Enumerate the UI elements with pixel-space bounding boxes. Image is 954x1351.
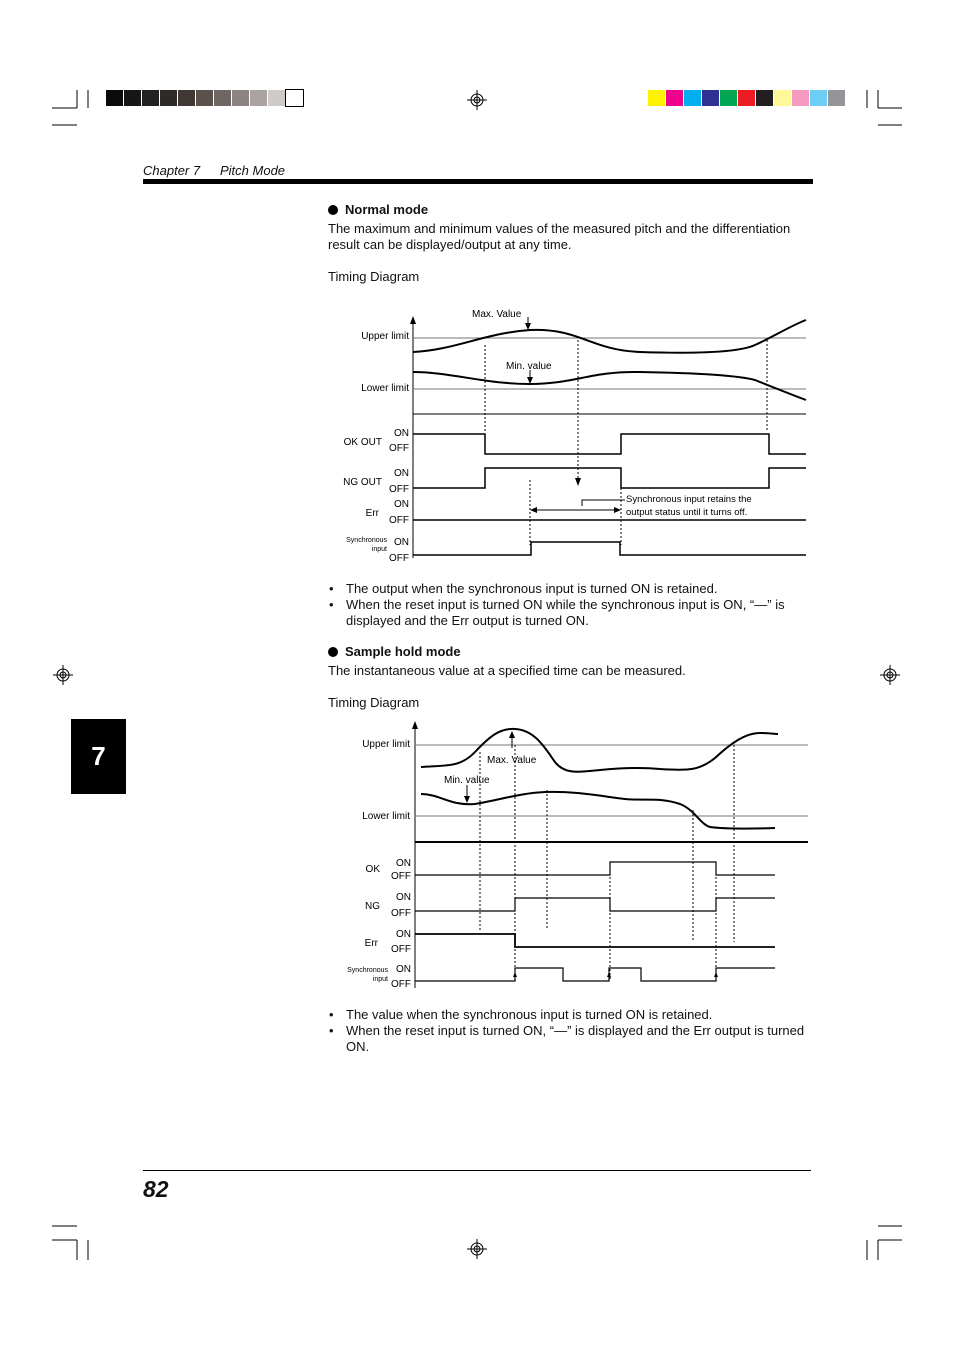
- color-swatch: [648, 90, 665, 106]
- gray-swatch: [214, 90, 231, 106]
- color-swatch: [792, 90, 809, 106]
- gray-swatch: [160, 90, 177, 106]
- sync-input-label: input: [371, 546, 387, 553]
- gray-swatch: [250, 90, 267, 106]
- ok-out-label: OK OUT: [343, 437, 382, 448]
- off-label: OFF: [391, 944, 411, 955]
- sync-input-label: Synchronous: [347, 967, 388, 974]
- lower-limit-label: Lower limit: [361, 383, 409, 394]
- sync-input-label: input: [372, 976, 388, 983]
- color-swatch: [756, 90, 773, 106]
- sample-hold-timing-diagram: [330, 718, 820, 996]
- retention-note-line2: output status until it turns off.: [626, 507, 748, 518]
- list-item: • When the reset input is turned ON, “—” is displayed and the Err output is turned ON.: [328, 1023, 818, 1055]
- sync-input-label: Synchronous: [346, 537, 387, 544]
- list-item: • The output when the synchronous input is turned ON is retained.: [328, 581, 818, 597]
- gray-swatch: [178, 90, 195, 106]
- on-label: ON: [394, 468, 409, 479]
- retention-note-line1: Synchronous input retains the: [626, 494, 752, 505]
- bullet-icon: [328, 647, 338, 657]
- color-swatch: [828, 90, 845, 106]
- on-label: ON: [396, 929, 411, 940]
- color-swatch: [684, 90, 701, 106]
- header-rule: [143, 179, 813, 184]
- ng-out-label: NG OUT: [343, 477, 382, 488]
- sample-hold-description: The instantaneous value at a specified time can be measured.: [328, 663, 686, 678]
- normal-mode-heading: Normal mode: [328, 202, 428, 217]
- gray-swatch: [232, 90, 249, 106]
- upper-limit-label: Upper limit: [362, 739, 410, 750]
- off-label: OFF: [389, 484, 409, 495]
- color-swatch: [810, 90, 827, 106]
- lower-limit-label: Lower limit: [362, 811, 410, 822]
- normal-mode-notes: [328, 581, 818, 629]
- gray-swatch: [142, 90, 159, 106]
- on-label: ON: [396, 858, 411, 869]
- gray-swatch: [286, 90, 303, 106]
- header-title: Pitch Mode: [220, 163, 286, 178]
- off-label: OFF: [389, 443, 409, 454]
- sample-timing-title: Timing Diagram: [328, 695, 420, 710]
- max-value-label: Max. Value: [472, 309, 522, 320]
- normal-mode-description: The maximum and minimum values of the measured pitch and the differentiation result can be displayed/output at any time.: [328, 221, 791, 252]
- ok-label: OK: [365, 864, 380, 875]
- on-label: ON: [394, 537, 409, 548]
- footer-rule: [143, 1170, 811, 1171]
- min-value-label: Min. value: [506, 361, 552, 372]
- on-label: ON: [394, 499, 409, 510]
- chapter-tab: 7: [71, 719, 126, 794]
- color-swatch: [774, 90, 791, 106]
- color-swatch: [702, 90, 719, 106]
- header-chapter: Chapter 7: [143, 163, 201, 178]
- off-label: OFF: [391, 908, 411, 919]
- list-item: • When the reset input is turned ON while the synchronous input is ON, “—” is displayed and the Err output is turned ON.: [328, 597, 818, 629]
- upper-limit-label: Upper limit: [361, 331, 409, 342]
- gray-swatch: [106, 90, 123, 106]
- list-item: • The value when the synchronous input is turned ON is retained.: [328, 1007, 818, 1023]
- off-label: OFF: [391, 979, 411, 990]
- gray-swatch: [124, 90, 141, 106]
- normal-mode-timing-diagram: [330, 300, 820, 570]
- off-label: OFF: [389, 515, 409, 526]
- sample-hold-notes: [328, 1007, 818, 1055]
- page-number: 82: [143, 1176, 169, 1202]
- normal-timing-title: Timing Diagram: [328, 269, 420, 284]
- ng-label: NG: [365, 901, 380, 912]
- gray-swatch: [196, 90, 213, 106]
- on-label: ON: [394, 428, 409, 439]
- gray-swatch: [268, 90, 285, 106]
- bullet-icon: [328, 205, 338, 215]
- on-label: ON: [396, 892, 411, 903]
- color-swatch: [666, 90, 683, 106]
- min-value-label: Min. value: [444, 775, 490, 786]
- sample-hold-heading: Sample hold mode: [328, 644, 461, 659]
- on-label: ON: [396, 964, 411, 975]
- err-label: Err: [365, 508, 379, 519]
- err-label: Err: [364, 938, 378, 949]
- max-value-label: Max. Value: [487, 755, 537, 766]
- off-label: OFF: [389, 553, 409, 564]
- off-label: OFF: [391, 871, 411, 882]
- color-swatch: [720, 90, 737, 106]
- color-swatch: [738, 90, 755, 106]
